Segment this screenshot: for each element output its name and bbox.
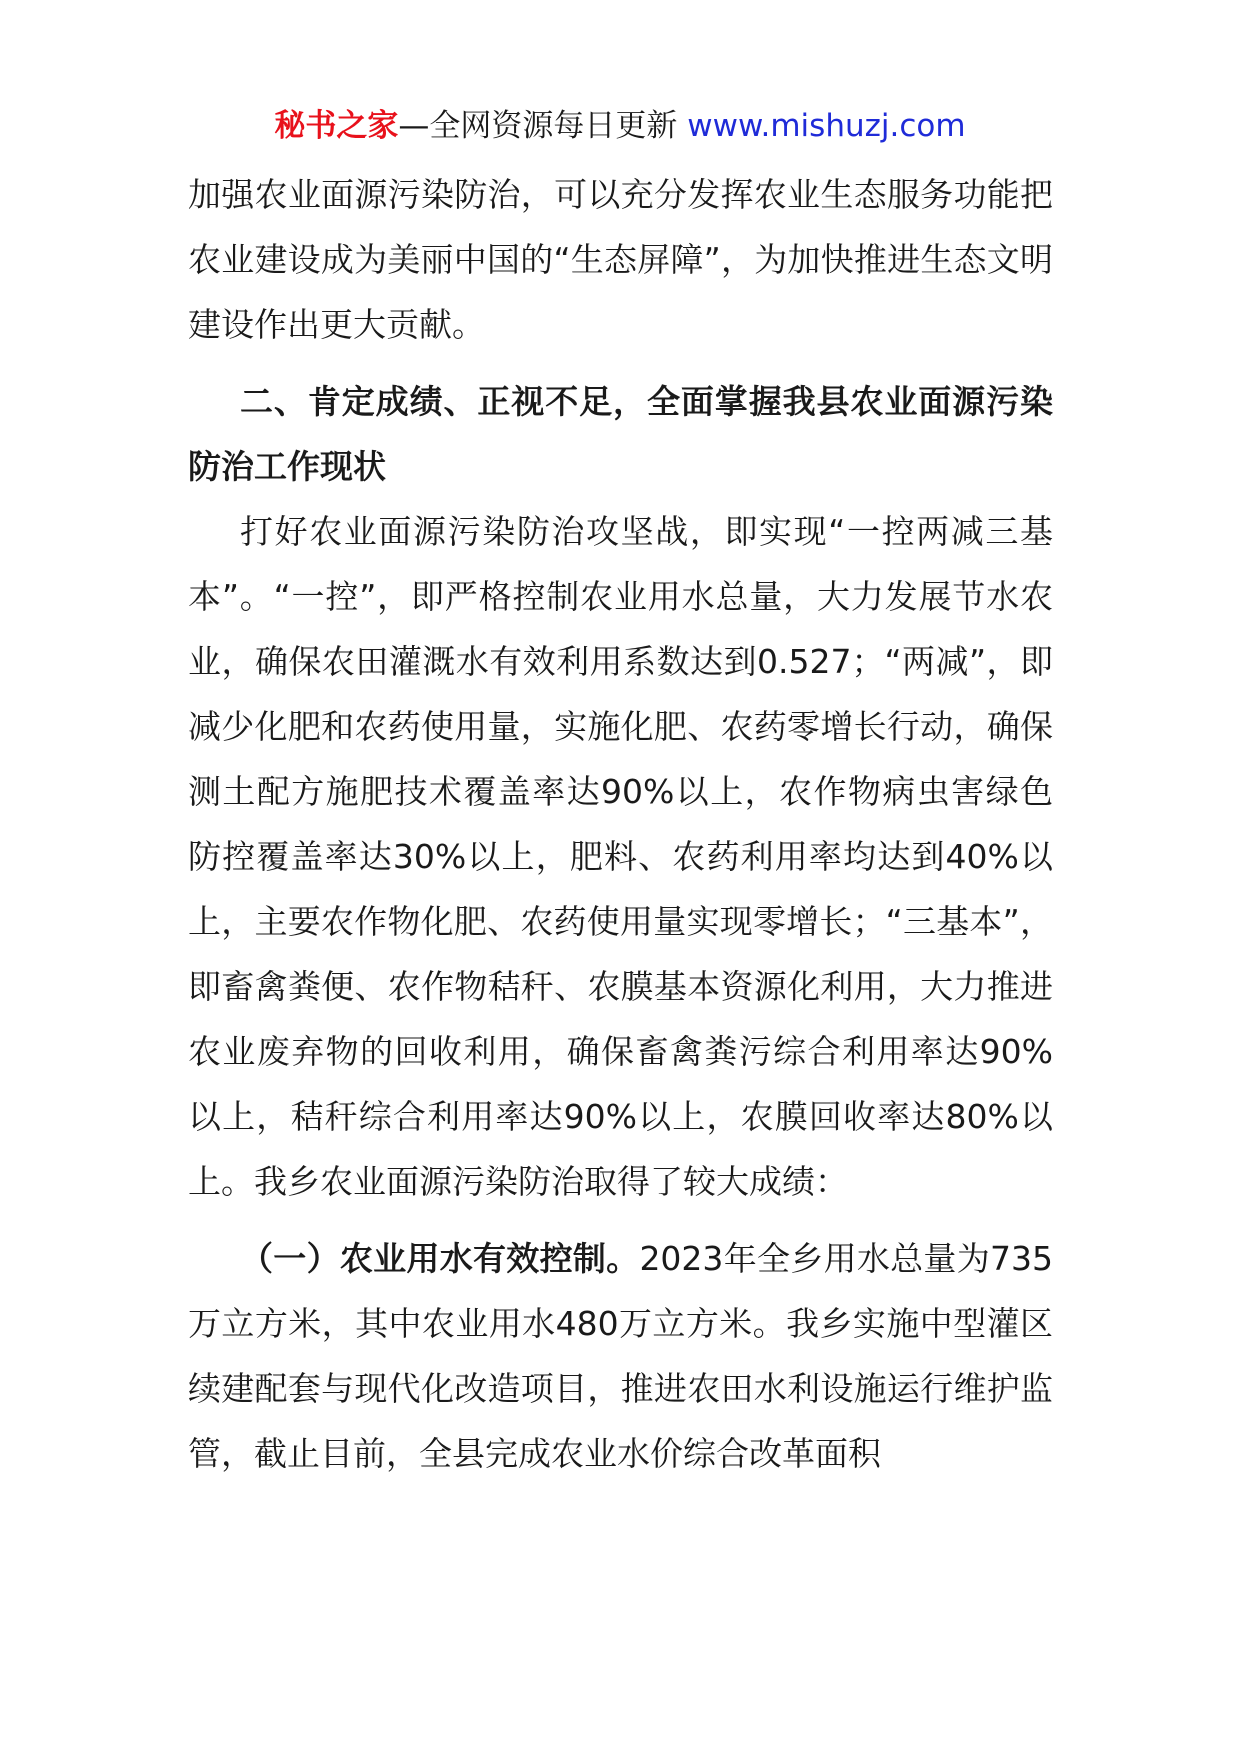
paragraph-water-control [188,1226,1053,1486]
subsection-text: 2023年全乡用水总量为735万立方米，其中农业用水480万立方米。我乡实施中型灌区续建配套与现代化改造项目，推进农田水利设施运行维护监管，截止目前，全县完成农业水价综合改革面积 [188,1239,1053,1473]
paragraph-intro-end: 加强农业面源污染防治，可以充分发挥农业生态服务功能把农业建设成为美丽中国的“生态屏障”，为加快推进生态文明建设作出更大贡献。 [188,175,1053,344]
document-body [188,162,1053,1486]
site-brand: 秘书之家 [274,108,399,144]
watermark-header [0,104,1240,148]
paragraph-status: 打好农业面源污染防治攻坚战，即实现“一控两减三基本”。“一控”，即严格控制农业用水总量，大力发展节水农业，确保农田灌溉水有效利用系数达到0.527；“两减”，即减少化肥和农药使用量，实施化肥、农药零增长行动，确保测土配方施肥技术覆盖率达90%以上，农作物病虫害绿色防控覆盖率达30%以上，肥料、农药利用率均达到40%以上，主要农作物化肥、农药使用量实现零增长；“三基本”，即畜禽粪便、农作物秸秆、农膜基本资源化利用，大力推进农业废弃物的回收利用，确保畜禽粪污综合利用率达90%以上，秸秆综合利用率达90%以上，农膜回收率达80%以上。我乡农业面源污染防治取得了较大成绩： [188,512,1053,1201]
section-heading: 二、肯定成绩、正视不足，全面掌握我县农业面源污染防治工作现状 [188,382,1053,486]
site-url-link[interactable]: www.mishuzj.com [687,108,966,144]
subsection-title: （一）农业用水有效控制。 [240,1239,640,1278]
site-tagline: —全网资源每日更新 [398,108,678,144]
